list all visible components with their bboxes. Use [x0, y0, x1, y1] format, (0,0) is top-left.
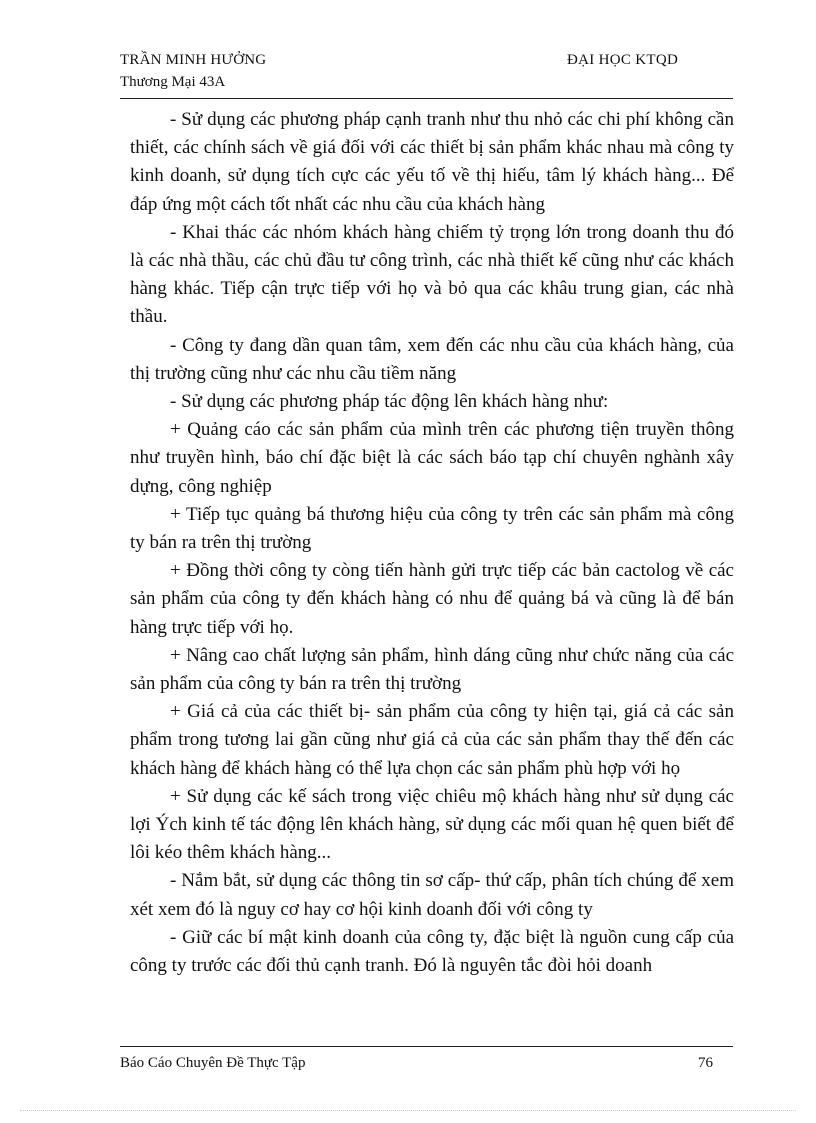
paragraph: + Sử dụng các kế sách trong việc chiêu mộ khách hàng như sử dụng các lợi Ých kinh tế tác động lên khách hàng, sử dụng các mối quan hệ quen biết để lôi kéo thêm khách hàng...	[130, 785, 734, 864]
paragraph: - Nắm bắt, sử dụng các thông tin sơ cấp- thứ cấp, phân tích chúng để xem xét xem đó là nguy cơ hay cơ hội kinh doanh đối với công ty	[130, 870, 734, 920]
paragraph: + Nâng cao chất lượng sản phẩm, hình dáng cũng như chức năng của các sản phẩm của công ty bán ra trên thị trường	[130, 644, 734, 695]
paragraph: - Giữ các bí mật kinh doanh của công ty, đặc biệt là nguồn cung cấp của công ty trước các đối thủ cạnh tranh. Đó là nguyên tắc đòi hỏi doanh	[130, 926, 734, 977]
header-school: ĐẠI HỌC KTQD	[567, 52, 679, 68]
page-header	[120, 52, 733, 99]
header-class: Thương Mại 43A	[120, 74, 226, 90]
paragraph: + Tiếp tục quảng bá thương hiệu của công ty trên các sản phẩm mà công ty bán ra trên thị trường	[130, 503, 734, 554]
paragraph: - Sử dụng các phương pháp cạnh tranh như thu nhỏ các chi phí không cần thiết, các chính sách về giá đối với các thiết bị sản phẩm khác nhau mà công ty kinh doanh, sử dụng tích cực các yếu tố về thị hiếu, tâm lý khách hàng... Để đáp ứng một cách tốt nhất các nhu cầu của khách hàng	[130, 109, 734, 215]
document-body	[130, 106, 734, 980]
paragraph: + Giá cả của các thiết bị- sản phẩm của công ty hiện tại, giá cả các sản phẩm trong tương lai gần cũng như giá cả của các sản phẩm thay thế đến các khách hàng để khách hàng có thể lựa chọn các sản phẩm phù hợp với họ	[130, 701, 734, 779]
paragraph: + Đồng thời công ty còng tiến hành gửi trực tiếp các bản cactolog về các sản phẩm của công ty đến khách hàng có nhu để quảng bá và cũng là để bán hàng trực tiếp với họ.	[130, 560, 734, 638]
paragraph: + Quảng cáo các sản phẩm của mình trên các phương tiện truyền thông như truyền hình, báo chí đặc biệt là các sách báo tạp chí chuyên nghành xây dựng, công nghiệp	[130, 419, 734, 497]
header-author: TRẦN MINH HƯỞNG	[120, 52, 267, 68]
paragraph: - Sử dụng các phương pháp tác động lên khách hàng như:	[170, 391, 609, 413]
footer-title: Báo Cáo Chuyên Đề Thực Tập	[120, 1055, 306, 1071]
paragraph: - Khai thác các nhóm khách hàng chiếm tỷ trọng lớn trong doanh thu đó là các nhà thầu, các chủ đầu tư công trình, các nhà thiết kế cũng như các khách hàng khác. Tiếp cận trực tiếp với họ và bỏ qua các khâu trung gian, các nhà thầu.	[130, 221, 734, 328]
page-number: 76	[698, 1055, 713, 1071]
page-footer	[120, 1046, 733, 1077]
page-bottom-divider	[20, 1110, 796, 1111]
paragraph: - Công ty đang dần quan tâm, xem đến các nhu cầu của khách hàng, của thị trường cũng như các nhu cầu tiềm năng	[130, 334, 734, 384]
